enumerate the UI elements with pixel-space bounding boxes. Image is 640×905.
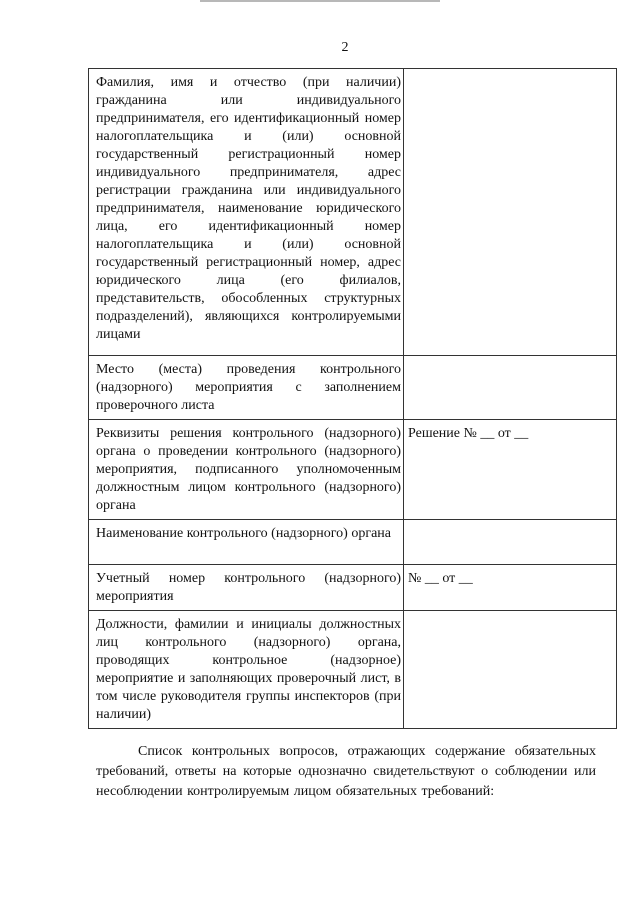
label-cell bbox=[89, 520, 404, 565]
row-value-controlled-persons bbox=[404, 69, 616, 76]
table-row bbox=[89, 611, 617, 729]
row-label-registration-number: Учетный номер контрольного (надзорного) мероприятия bbox=[96, 571, 401, 604]
row-label-controlled-persons: Фамилия, имя и отчество (при наличии) гражданина или индивидуального предпринимателя, его идентификационный номер налогоплательщика и (или) основной государственный регистрационный номер индивидуального предпринимателя, адрес регистрации гражданина или индивидуального предпринимателя, наименование юридического лица, его идентификационный номер налогоплательщика и (или) основной государственный регистрационный номер, адрес юридического лица (его филиалов, представительств, обособленных структурных подразделений), являющихся контролируемыми лицами bbox=[96, 75, 401, 342]
row-value-registration-number: № __ от __ bbox=[408, 571, 473, 586]
label-cell bbox=[89, 420, 404, 520]
label-cell bbox=[89, 356, 404, 420]
inspection-details-table bbox=[88, 68, 617, 729]
row-value-authority-name bbox=[404, 520, 616, 527]
row-value-inspection-place bbox=[404, 356, 616, 363]
value-cell bbox=[404, 356, 617, 420]
table-row bbox=[89, 356, 617, 420]
label-cell bbox=[89, 69, 404, 356]
value-cell bbox=[404, 69, 617, 356]
label-cell bbox=[89, 611, 404, 729]
table-row bbox=[89, 520, 617, 565]
row-value-decision-details: Решение № __ от __ bbox=[408, 426, 529, 441]
row-label-decision-details: Реквизиты решения контрольного (надзорного) органа о проведении контрольного (надзорного) мероприятия, подписанного уполномоченным должностным лицом контрольного (надзорного) органа bbox=[96, 426, 401, 513]
label-cell bbox=[89, 565, 404, 611]
row-value-officials bbox=[404, 611, 616, 618]
table-row bbox=[89, 420, 617, 520]
table-row bbox=[89, 565, 617, 611]
row-label-inspection-place: Место (места) проведения контрольного (надзорного) мероприятия с заполнением проверочного листа bbox=[96, 362, 401, 413]
scan-edge-mark bbox=[200, 0, 440, 2]
value-cell bbox=[404, 420, 617, 520]
checklist-intro-paragraph: Список контрольных вопросов, отражающих содержание обязательных требований, ответы на которые однозначно свидетельствуют о соблюдении или несоблюдении контролируемым лицом обязательных требований: bbox=[96, 744, 596, 799]
value-cell bbox=[404, 611, 617, 729]
page-number: 2 bbox=[341, 40, 349, 55]
value-cell bbox=[404, 565, 617, 611]
row-label-officials: Должности, фамилии и инициалы должностных лиц контрольного (надзорного) органа, проводящих контрольное (надзорное) мероприятие и заполняющих проверочный лист, в том числе руководителя группы инспекторов (при наличии) bbox=[96, 617, 401, 722]
value-cell bbox=[404, 520, 617, 565]
table-row bbox=[89, 69, 617, 356]
row-label-authority-name: Наименование контрольного (надзорного) органа bbox=[96, 526, 391, 541]
